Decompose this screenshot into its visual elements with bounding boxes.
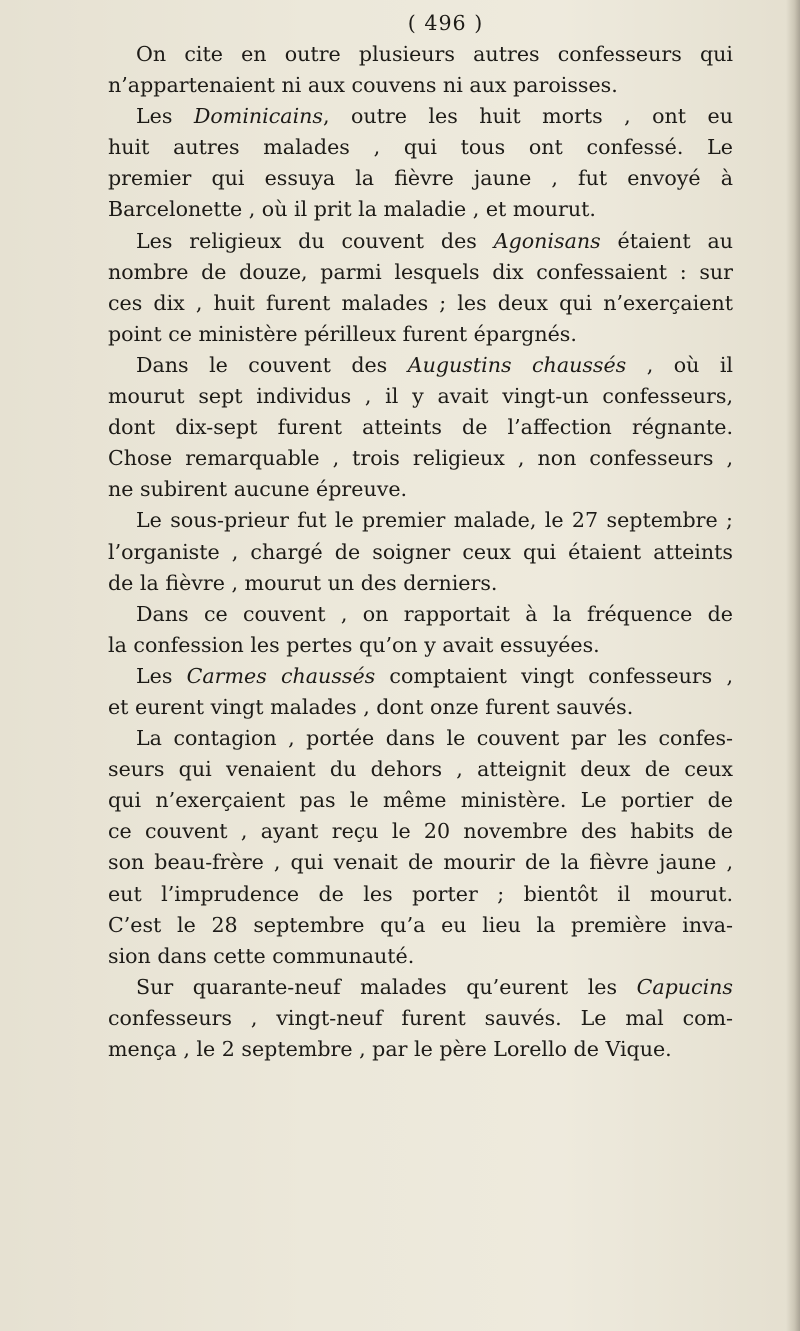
italic-name: Dominicains: [193, 104, 323, 129]
text-segment: Sur quarante-neuf malades qu’eurent les: [136, 974, 637, 999]
text-line: ne subirent aucune épreuve.: [108, 477, 408, 502]
italic-name: Agonisans: [493, 228, 601, 253]
paragraph: [108, 101, 733, 225]
text-line: huit autres malades , qui tous ont confessé. Le: [108, 135, 733, 160]
paragraph: [108, 661, 733, 723]
text-segment: Dans le couvent des: [136, 352, 408, 377]
text-line: [108, 226, 733, 257]
text-line: dont dix-sept furent atteints de l’affection régnante.: [108, 415, 733, 440]
text-line: seurs qui venaient du dehors , atteignit deux de ceux: [108, 757, 733, 782]
text-segment: Les: [136, 663, 187, 688]
paragraph: [108, 39, 733, 101]
text-line: Barcelonette , où il prit la maladie , et mourut.: [108, 197, 596, 222]
italic-name: Capucins: [636, 974, 733, 999]
paragraph: [108, 972, 733, 1065]
text-line: Chose remarquable , trois religieux , non confesseurs ,: [108, 446, 733, 471]
text-line: de la fièvre , mourut un des derniers.: [108, 570, 498, 595]
text-segment: comptaient vingt confesseurs ,: [375, 663, 733, 688]
text-line: premier qui essuya la fièvre jaune , fut envoyé à: [108, 166, 733, 191]
paragraph-list: [108, 39, 733, 1065]
text-segment: , outre les huit morts , ont eu: [323, 104, 733, 129]
text-line: [108, 101, 733, 132]
text-line: mença , le 2 septembre , par le père Lorello de Vique.: [108, 1037, 672, 1061]
text-line: eut l’imprudence de les porter ; bientôt il mourut.: [108, 881, 733, 906]
paragraph: [108, 226, 733, 350]
text-line: la confession les pertes qu’on y avait essuyées.: [108, 632, 600, 657]
text-segment: Les religieux du couvent des: [136, 228, 494, 253]
text-line: On cite en outre plusieurs autres confesseurs qui: [136, 42, 733, 66]
text-line: ce couvent , ayant reçu le 20 novembre des habits de: [108, 819, 733, 844]
paragraph: [108, 599, 733, 661]
text-line: [108, 661, 733, 692]
text-line: La contagion , portée dans le couvent par les confes-: [136, 726, 733, 751]
text-line: n’appartenaient ni aux couvens ni aux paroisses.: [108, 73, 618, 98]
text-line: l’organiste , chargé de soigner ceux qui étaient atteints: [108, 539, 733, 564]
text-line: et eurent vingt malades , dont onze furent sauvés.: [108, 694, 634, 719]
text-line: confesseurs , vingt-neuf furent sauvés. Le mal com-: [108, 1005, 733, 1030]
text-line: point ce ministère périlleux furent épargnés.: [108, 321, 577, 346]
text-line: qui n’exerçaient pas le même ministère. Le portier de: [108, 788, 733, 813]
paragraph: [108, 723, 733, 972]
text-segment: , où il: [626, 352, 733, 377]
page-text: [108, 8, 733, 1065]
paragraph: [108, 350, 733, 505]
text-line: Le sous-prieur fut le premier malade, le 27 septembre ;: [136, 508, 733, 533]
text-line: sion dans cette communauté.: [108, 943, 415, 968]
text-segment: étaient au: [600, 228, 733, 253]
text-line: C’est le 28 septembre qu’a eu lieu la première inva-: [108, 912, 733, 937]
paragraph: [108, 505, 733, 598]
text-line: Dans ce couvent , on rapportait à la fréquence de: [136, 601, 733, 626]
italic-name: Augustins chaussés: [407, 352, 627, 377]
text-line: son beau-frère , qui venait de mourir de la fièvre jaune ,: [108, 850, 733, 875]
text-line: mourut sept individus , il y avait vingt-un confesseurs,: [108, 384, 733, 409]
italic-name: Carmes chaussés: [186, 663, 376, 688]
text-line: ces dix , huit furent malades ; les deux qui n’exerçaient: [108, 290, 733, 315]
text-segment: Les: [136, 104, 194, 129]
text-line: [108, 350, 733, 381]
text-line: nombre de douze, parmi lesquels dix confessaient : sur: [108, 259, 733, 284]
text-line: [108, 972, 733, 1003]
page-number: ( 496 ): [407, 11, 484, 35]
page-edge-shadow: [786, 0, 800, 1331]
